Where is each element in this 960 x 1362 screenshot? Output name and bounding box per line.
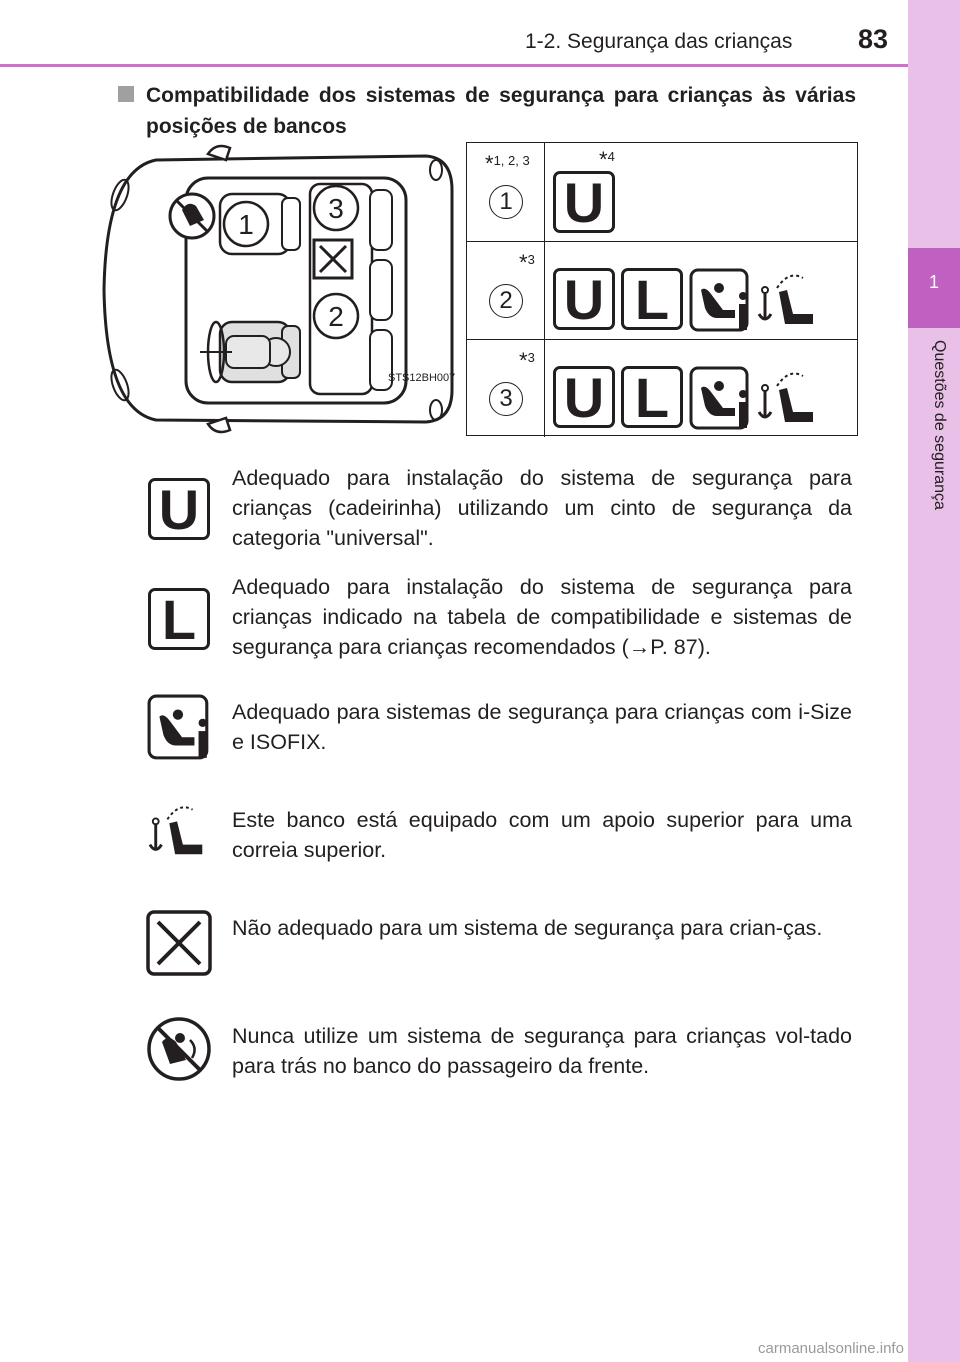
position-number: 1: [489, 185, 523, 219]
section-title: 1-2. Segurança das crianças: [525, 30, 793, 53]
page-number: 83: [858, 24, 889, 54]
footnote-ref: *4: [599, 147, 615, 172]
legend-top-tether-icon: [144, 800, 214, 864]
top-tether-icon: [757, 268, 821, 334]
compatibility-table: [466, 142, 858, 436]
position-cell: [467, 143, 545, 241]
top-tether-icon: [757, 366, 821, 432]
universal-u-icon: U: [553, 366, 615, 428]
footnote-ref: *3: [519, 250, 535, 275]
semi-universal-l-icon: L: [621, 366, 683, 428]
legend-no-rear-facing-icon: [146, 1016, 212, 1082]
seat-number-3: 3: [328, 193, 344, 224]
seat-number-1: 1: [238, 209, 254, 240]
universal-u-icon: U: [553, 268, 615, 330]
legend-text-top-tether: Este banco está equipado com um apoio superior para uma correia superior.: [232, 808, 852, 862]
car-seating-diagram: [96, 140, 464, 435]
side-strip: [908, 0, 960, 1362]
legend-text-semi-universal: Adequado para instalação do sistema de segurança para crianças indicado na tabela de compatibilidade e sistemas de segurança para crianças recomendados (→P. 87).: [232, 575, 852, 659]
i-size-icon: [689, 366, 753, 432]
legend-text-no-rear-facing: Nunca utilize um sistema de segurança para crianças vol-tado para trás no banco do passageiro da frente.: [232, 1024, 852, 1078]
figure-code: STS12BH007: [388, 372, 456, 384]
chapter-tab-label: Questões de segurança: [931, 340, 948, 510]
seat-number-2: 2: [328, 301, 344, 332]
footnote-ref: *1, 2, 3: [485, 151, 530, 176]
heading-bullet-icon: [118, 86, 134, 102]
table-row: [467, 241, 857, 339]
header-rule: [0, 64, 908, 67]
position-number: 2: [489, 284, 523, 318]
chapter-tab-number[interactable]: 1: [908, 248, 960, 328]
legend-text-i-size: Adequado para sistemas de segurança para crianças com i-Size e ISOFIX.: [232, 700, 852, 754]
legend-text-not-suitable: Não adequado para um sistema de segurança para crian-ças.: [232, 916, 823, 940]
legend-semi-universal-l-icon: L: [148, 588, 210, 650]
section-heading: Compatibilidade dos sistemas de segurança para crianças às várias posições de bancos: [146, 84, 856, 138]
legend-not-suitable-icon: [146, 910, 212, 976]
universal-u-icon: U: [553, 171, 615, 233]
watermark: carmanualsonline.info: [758, 1340, 904, 1357]
position-cell: [467, 242, 545, 339]
i-size-icon: [689, 268, 753, 334]
semi-universal-l-icon: L: [621, 268, 683, 330]
table-row: [467, 143, 857, 241]
table-row: [467, 339, 857, 437]
position-number: 3: [489, 382, 523, 416]
legend-i-size-icon: [146, 694, 214, 762]
legend-universal-u-icon: U: [148, 478, 210, 540]
legend-text-universal: Adequado para instalação do sistema de segurança para crianças (cadeirinha) utilizando um cinto de segurança da categoria "universal".: [232, 466, 852, 550]
footnote-ref: *3: [519, 348, 535, 373]
position-cell: [467, 340, 545, 437]
